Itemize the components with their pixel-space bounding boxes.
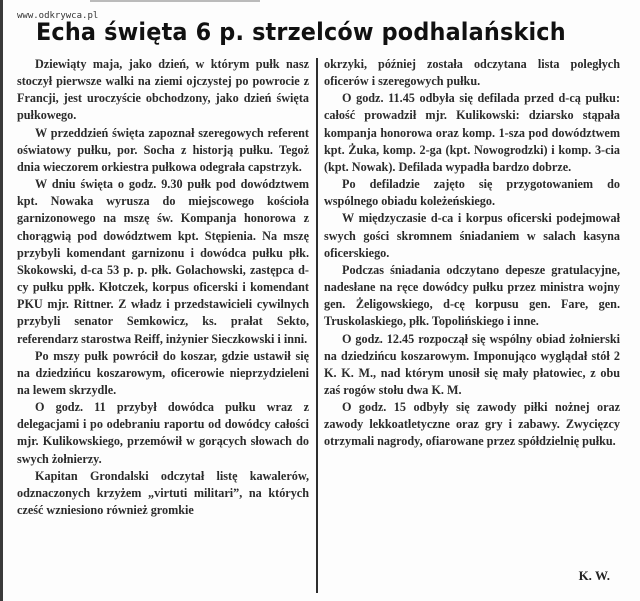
paragraph: W międzyczasie d-ca i korpus oficerski podejmował swych gości skromnem śniadaniem w salach kasyna oficerskiego. [324,211,620,260]
paragraph: Kapitan Grondalski odczytał listę kawalerów, odznaczonych krzyżem „virtuti militari”, na których cześć wzniesiono również gromkie [17,468,309,518]
paragraph: O godz. 11 przybył dowódca pułku wraz z delegacjami i po odebraniu raportu od dowódcy całości mjr. Kulikowskiego, przemówił w gorących słowach do swych żołnierzy. [17,400,309,466]
column-divider-rule [316,58,318,593]
watermark: www.odkrywca.pl [17,11,99,21]
paragraph: Po defiladzie zajęto się przygotowaniem do wspólnego obiadu koleżeńskiego. [324,177,620,209]
paragraph-continuation: okrzyki, później została odczytana lista poległych oficerów i szeregowych pułku. [324,57,620,89]
article-column-left [17,56,309,519]
article-column-right [324,56,620,451]
paragraph: O godz. 11.45 odbyła się defilada przed d-cą pułku: całość prowadził mjr. Kulikowski: dziarsko stąpała kompanja honorowa oraz komp. 1-sza pod dowództwem kpt. Żuka, komp. 2-ga (kpt. Nowogrodzki) i komp. 3-cia (kpt. Nowak). Defilada wypadła bardzo dobrze. [324,91,620,174]
paragraph: O godz. 15 odbyły się zawody piłki nożnej oraz zawody lekkoatletyczne oraz gry i zabawy. Zwycięzcy otrzymali nagrody, ofiarowane przez spółdzielnię pułku. [324,400,620,449]
author-signature: K. W. [578,568,610,583]
paragraph: Dziewiąty maja, jako dzień, w którym pułk nasz stoczył pierwsze walki na ziemi ojczystej po powrocie z Francji, jest uroczyście obchodzony, jako dzień święta pułkowego. [17,57,309,123]
paragraph: Podczas śniadania odczytano depesze gratulacyjne, nadesłane na ręce dowódcy pułku przez ministra wojny gen. Żeligowskiego, d-cę korpusu gen. Fare, gen. Truskolaskiego, płk. Topolińskiego i inne. [324,262,620,329]
top-edge-smudge [90,0,260,2]
paragraph: O godz. 12.45 rozpoczął się wspólny obiad żołnierski na dziedzińcu koszarowym. Imponująco wyglądał stół 2 K. K. M., nad którym unosił się mały płatowiec, z obu zaś rogów stołu dwa K. M. [324,331,620,397]
page-left-border [0,0,3,601]
paragraph: W przeddzień święta zapoznał szeregowych referent oświatowy pułku, por. Socha z historją pułku. Tegoż dnia wieczorem orkiestra pułkowa odegrała capstrzyk. [17,125,309,174]
article-headline: Echa święta 6 p. strzelców podhalańskich [36,18,566,46]
paragraph: Po mszy pułk powrócił do koszar, gdzie ustawił się na dziedzińcu koszarowym, oficerowie nieprzydzieleni na lewem skrzydle. [17,348,309,397]
paragraph: W dniu święta o godz. 9.30 pułk pod dowództwem kpt. Nowaka wyrusza do miejscowego kościoła garnizonowego na mszę św. Kompanja honorowa z chorągwią pod dowództwem kpt. Stępienia. Na mszę przybyli komendant garnizonu i dowódca pułku płk. Skokowski, d-ca 53 p. p. płk. Golachowski, zastępca d-cy pułku ppłk. Kłotczek, korpus oficerski i komendant PKU mjr. Rittner. Z władz i przedstawicieli cywilnych przybyli senator Semkowicz, ks. prałat Sekto, referendarz starostwa Reiff, inżynier Sieczkowski i inni. [17,177,309,346]
